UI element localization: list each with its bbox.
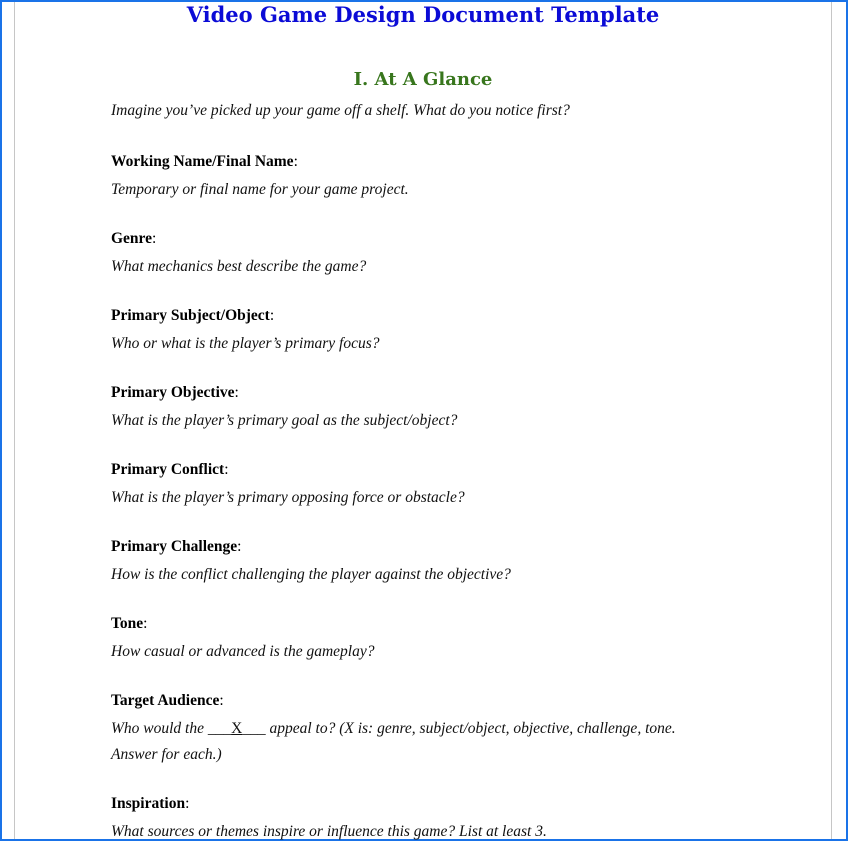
field-list xyxy=(111,151,721,841)
document-title: Video Game Design Document Template xyxy=(186,2,660,27)
field-description: What sources or themes inspire or influence this game? List at least 3. xyxy=(111,823,547,840)
field-label: Primary Objective: xyxy=(111,384,239,401)
blank-right: ___ xyxy=(242,720,266,737)
field-description: What is the player’s primary goal as the subject/object? xyxy=(111,412,458,429)
section-intro: Imagine you’ve picked up your game off a shelf. What do you notice first? xyxy=(111,102,570,119)
section-heading: I. At A Glance xyxy=(353,69,493,90)
field-target-audience xyxy=(111,690,721,768)
field-genre xyxy=(111,228,721,280)
field-label: Primary Challenge: xyxy=(111,538,242,555)
field-label: Target Audience: xyxy=(111,692,224,709)
blank-x: X xyxy=(231,720,243,737)
field-primary-challenge xyxy=(111,536,721,588)
field-working-name xyxy=(111,151,721,203)
field-label: Primary Conflict: xyxy=(111,461,229,478)
field-description: Who would the ___X___ appeal to? (X is: genre, subject/object, objective, challenge, tone. Answer for each.) xyxy=(111,720,676,763)
document-page xyxy=(15,2,831,839)
field-label: Working Name/Final Name: xyxy=(111,153,298,170)
field-label: Primary Subject/Object: xyxy=(111,307,275,324)
field-description: Who or what is the player’s primary focus? xyxy=(111,335,380,352)
field-description: What is the player’s primary opposing force or obstacle? xyxy=(111,489,465,506)
page-edge-right xyxy=(831,2,832,839)
field-primary-conflict xyxy=(111,459,721,511)
field-label: Inspiration: xyxy=(111,795,190,812)
field-tone xyxy=(111,613,721,665)
field-primary-objective xyxy=(111,382,721,434)
field-inspiration xyxy=(111,793,721,841)
field-description: Temporary or final name for your game project. xyxy=(111,181,409,198)
field-description: How is the conflict challenging the player against the objective? xyxy=(111,566,511,583)
blank-left: ___ xyxy=(207,720,232,737)
field-primary-subject xyxy=(111,305,721,357)
field-label: Tone: xyxy=(111,615,148,632)
field-description: How casual or advanced is the gameplay? xyxy=(111,643,375,660)
field-label: Genre: xyxy=(111,230,157,247)
field-description: What mechanics best describe the game? xyxy=(111,258,367,275)
